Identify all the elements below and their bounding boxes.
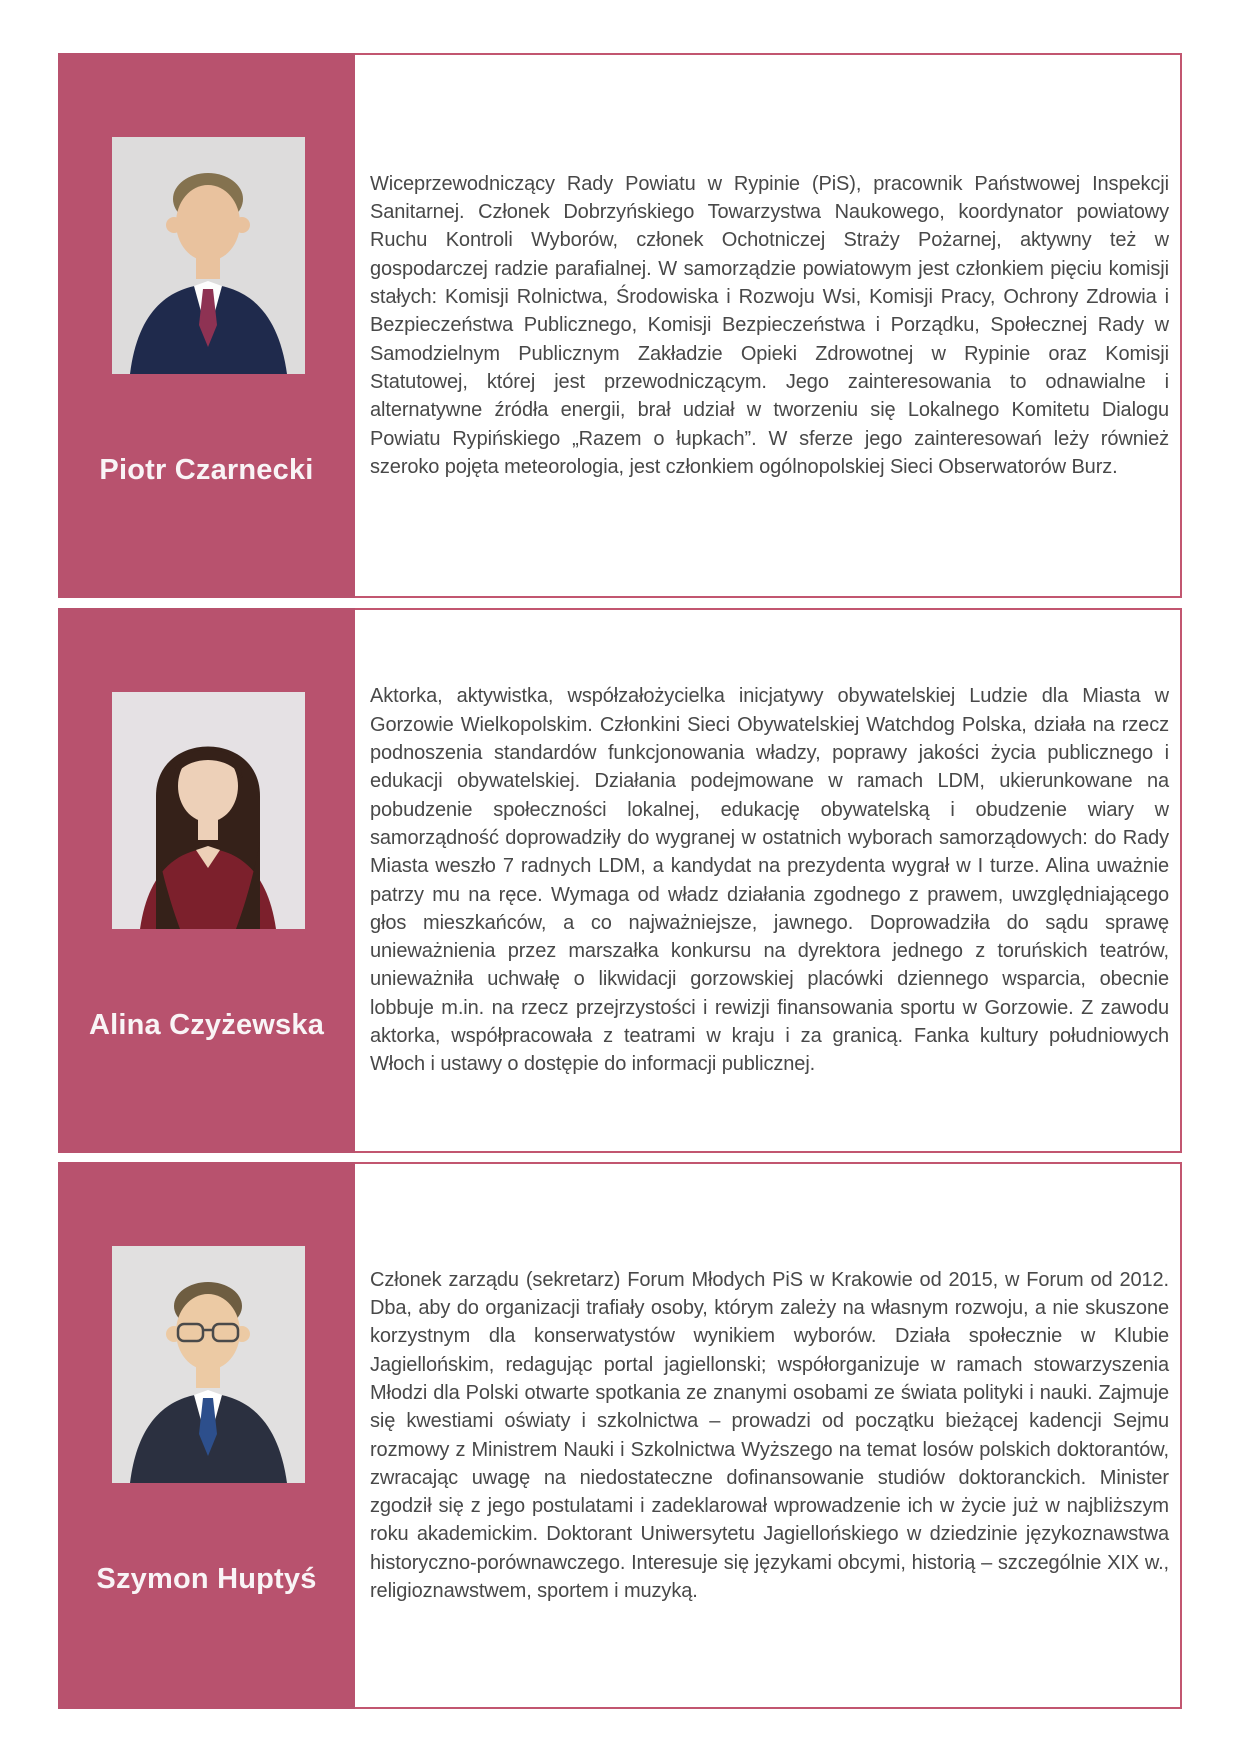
portrait-photo bbox=[112, 1246, 305, 1483]
bio-text: Wiceprzewodniczący Rady Powiatu w Rypinie (PiS), pracownik Państwowej Inspekcji Sanitarnej. Członek Dobrzyńskiego Towarzystwa Naukowego, koordynator powiatowy Ruchu Kontroli Wyborów, członek Ochotniczej Straży Pożarnej, aktywny też w gospodarczej radzie parafialnej. W samorządzie powiatowym jest członkiem pięciu komisji stałych: Komisji Rolnictwa, Środowiska i Rozwoju Wsi, Komisji Pracy, Ochrony Zdrowia i Bezpieczeństwa Publicznego, Komisji Bezpieczeństwa i Porządku, Społecznej Rady w Samodzielnym Publicznym Zakładzie Opieki Zdrowotnej w Rypinie oraz Komisji Statutowej, której jest przewodniczącym. Jego zainteresowania to odnawialne i alternatywne źródła energii, brał udział w tworzeniu się Lokalnego Komitetu Dialogu Powiatu Rypińskiego „Razem o łupkach”. W sferze jego zainteresowań leży również szeroko pojęta meteorologia, jest członkiem ogólnopolskiej Sieci Obserwatorów Burz. bbox=[370, 172, 1169, 478]
person-name: Piotr Czarnecki bbox=[99, 454, 314, 486]
bio-textbox bbox=[355, 53, 1182, 598]
profile-card bbox=[58, 608, 1182, 1153]
bio-text: Aktorka, aktywistka, współzałożycielka inicjatywy obywatelskiej Ludzie dla Miasta w Gorzowie Wielkopolskim. Członkini Sieci Obywatelskiej Watchdog Polska, działa na rzecz podnoszenia standardów funkcjonowania władzy, poprawy jakości życia publicznego i edukacji obywatelskiej. Działania podejmowane w ramach LDM, ukierunkowane na pobudzenie społeczności lokalnej, edukację obywatelską i obudzenie wiary w samorządność doprowadziły do wygranej w ostatnich wyborach samorządowych: do Rady Miasta weszło 7 radnych LDM, a kandydat na prezydenta wygrał w I turze. Alina uważnie patrzy mu na ręce. Wymaga od władz działania zgodnego z prawem, uwzględniającego głos mieszkańców, a co najważniejsze, jawnego. Doprowadziła do sądu sprawę unieważnienia przez marszałka konkursu na dyrektora jednego z toruńskich teatrów, unieważniła uchwałę o likwidacji gorzowskiej placówki dziennego wsparcia, obecnie lobbuje m.in. na rzecz przejrzystości i rewizji finansowania sportu w Gorzowie. Z zawodu aktorka, współpracowała z teatrami w kraju i za granicą. Fanka kultury południowych Włoch i ustawy o dostępie do informacji publicznej. bbox=[370, 685, 1169, 1076]
bio-textbox bbox=[355, 1162, 1182, 1709]
portrait-photo bbox=[112, 692, 305, 929]
bio-textbox bbox=[355, 608, 1182, 1153]
bio-text: Członek zarządu (sekretarz) Forum Młodych PiS w Krakowie od 2015, w Forum od 2012. Dba, aby do organizacji trafiały osoby, którym zależy na własnym rozwoju, a nie skuszone korzystnym dla konserwatystów wynikiem wyborów. Działa społecznie w Klubie Jagiellońskim, redagując portal jagiellonski; współorganizuje w ramach stowarzyszenia Młodzi dla Polski otwarte spotkania ze znanymi osobami ze świata polityki i nauki. Zajmuje się kwestiami oświaty i szkolnictwa – prowadzi od początku bieżącej kadencji Sejmu rozmowy z Ministrem Nauki i Szkolnictwa Wyższego na temat losów polskich doktorantów, zwracając uwagę na niedostateczne dofinansowanie studiów doktoranckich. Minister zgodził się z jego postulatami i zadeklarował wprowadzenie ich w życie już w najbliższym roku akademickim. Doktorant Uniwersytetu Jagiellońskiego w dziedzinie językoznawstwa historyczno-porównawczego. Interesuje się językami obcymi, historią – szczególnie XIX w., religioznawstwem, sportem i muzyką. bbox=[370, 1268, 1169, 1602]
profile-sidebar bbox=[58, 53, 355, 598]
profile-card bbox=[58, 53, 1182, 598]
person-name: Szymon Huptyś bbox=[96, 1563, 317, 1595]
profile-card bbox=[58, 1162, 1182, 1709]
profile-sidebar bbox=[58, 608, 355, 1153]
portrait-photo bbox=[112, 137, 305, 374]
profile-sidebar bbox=[58, 1162, 355, 1709]
person-name: Alina Czyżewska bbox=[88, 1009, 325, 1041]
